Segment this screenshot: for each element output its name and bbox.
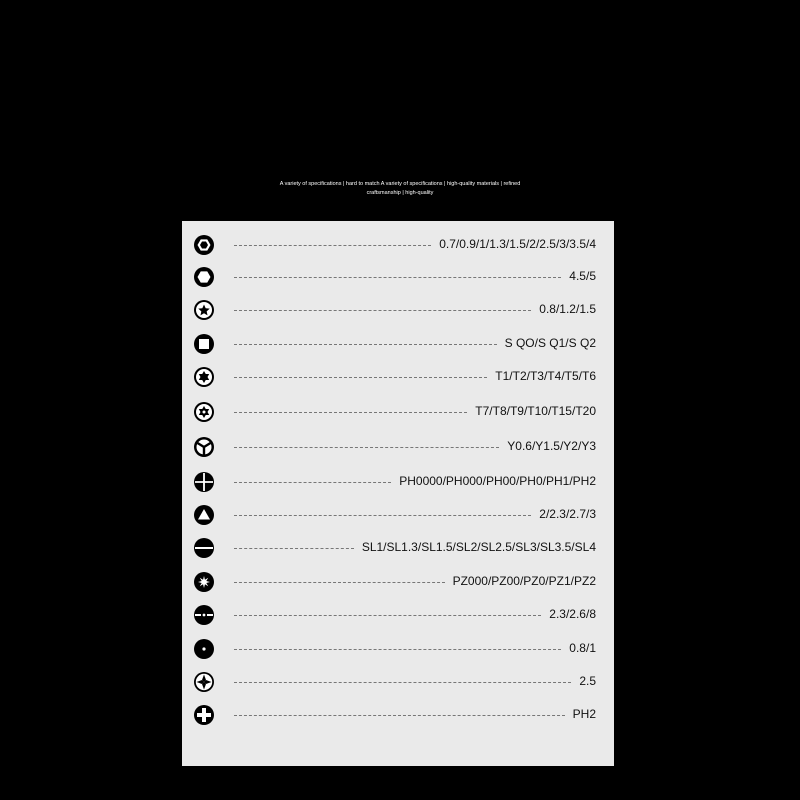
spec-row [182,604,614,628]
spec-value: Y0.6/Y1.5/Y2/Y3 [507,439,596,453]
spec-row [182,537,614,561]
cross-point-icon [193,671,215,693]
spec-value: SL1/SL1.3/SL1.5/SL2/SL2.5/SL3/SL3.5/SL4 [361,540,596,554]
dotted-leader [234,682,571,683]
spec-row [182,436,614,460]
tri-wing-icon [193,436,215,458]
phillips-plus-icon [193,704,215,726]
spec-row [182,266,614,290]
pozidriv-icon [193,571,215,593]
torx-icon [193,366,215,388]
phillips-icon [193,471,215,493]
spec-value: 4.5/5 [569,269,596,283]
spec-row [182,299,614,323]
spec-value: 2/2.3/2.7/3 [539,507,596,521]
spec-row [182,234,614,258]
spec-value: 0.7/0.9/1/1.3/1.5/2/2.5/3/3.5/4 [439,237,596,251]
dotted-leader [234,615,541,616]
spec-value: T7/T8/T9/T10/T15/T20 [475,404,596,418]
dotted-leader [234,245,431,246]
spec-value: 2.5 [579,674,596,688]
dotted-leader [234,582,445,583]
dotted-leader [234,482,391,483]
dotted-leader [234,310,531,311]
square-icon [193,333,215,355]
spec-value: PZ000/PZ00/PZ0/PZ1/PZ2 [452,574,596,588]
dotted-leader [234,715,565,716]
spec-row [182,401,614,425]
spec-value: 2.3/2.6/8 [549,607,596,621]
pentalobe-star-icon [193,299,215,321]
spec-row [182,571,614,595]
dotted-leader [234,447,499,448]
spec-row [182,471,614,495]
hex-socket-icon [193,234,215,256]
triangle-icon [193,504,215,526]
dotted-leader [234,412,467,413]
spec-row [182,504,614,528]
spec-value: T1/T2/T3/T4/T5/T6 [495,369,596,383]
spec-row [182,704,614,728]
dotted-leader [234,377,487,378]
spec-value: S QO/S Q1/S Q2 [504,336,596,350]
dotted-leader [234,515,531,516]
spec-value: PH2 [572,707,596,721]
header-line-2: craftsmanship | high-quality [366,190,434,196]
dotted-leader [234,649,561,650]
dotted-leader [234,344,497,345]
spanner-icon [193,604,215,626]
dotted-leader [234,548,354,549]
torx-security-icon [193,401,215,423]
spec-row [182,366,614,390]
center-point-icon [193,638,215,660]
slotted-icon [193,537,215,559]
spec-value: PH0000/PH000/PH00/PH0/PH1/PH2 [399,474,596,488]
spec-value: 0.8/1 [569,641,596,655]
spec-value: 0.8/1.2/1.5 [539,302,596,316]
spec-row [182,333,614,357]
spec-panel [182,221,614,766]
spec-row [182,671,614,695]
header-line-1: A variety of specifications | hard to match A variety of specifications | high-quality materials | refined [279,181,521,187]
dotted-leader [234,277,561,278]
header-description [240,180,560,198]
hexagon-icon [193,266,215,288]
spec-row [182,638,614,662]
